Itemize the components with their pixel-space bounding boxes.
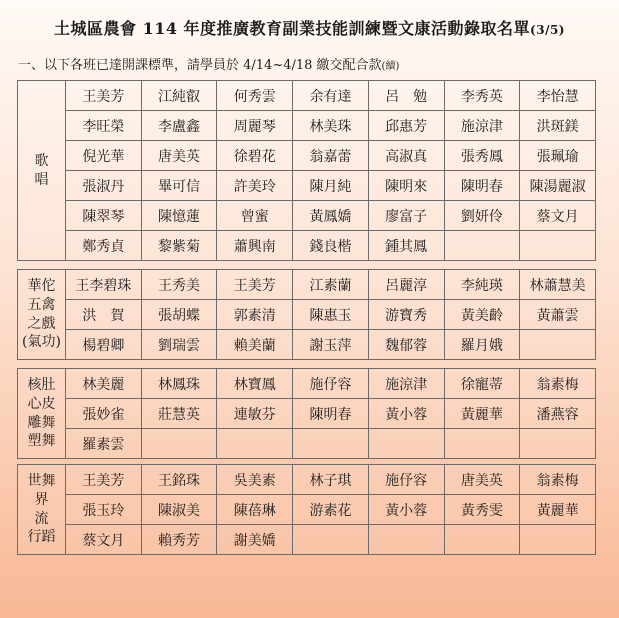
- name-cell: 曾蜜: [217, 201, 293, 231]
- name-cell: 徐寵蒂: [444, 369, 520, 399]
- name-cell: 蔡文月: [66, 525, 142, 555]
- name-cell: 羅月娥: [444, 330, 520, 360]
- name-cell: 劉瑞雲: [141, 330, 217, 360]
- name-cell: 王美芳: [66, 81, 142, 111]
- name-cell: 洪斑鎂: [520, 111, 596, 141]
- name-cell: 劉妍伶: [444, 201, 520, 231]
- name-cell: 徐碧花: [217, 141, 293, 171]
- name-cell: 高淑真: [368, 141, 444, 171]
- name-cell: 黃蕭雲: [520, 300, 596, 330]
- name-cell: 施伃容: [293, 369, 369, 399]
- category-label-line: 界: [34, 491, 49, 508]
- name-cell: 潘燕容: [520, 399, 596, 429]
- name-cell: 林美珠: [293, 111, 369, 141]
- name-cell: 翁素梅: [520, 369, 596, 399]
- name-cell: [444, 429, 520, 459]
- name-cell: 許美玲: [217, 171, 293, 201]
- name-cell: 王銘珠: [141, 465, 217, 495]
- name-cell: 張胡蝶: [141, 300, 217, 330]
- name-cell: 翁嘉蕾: [293, 141, 369, 171]
- name-cell: 翁素梅: [520, 465, 596, 495]
- name-cell: 林寶鳳: [217, 369, 293, 399]
- name-cell: 郭素清: [217, 300, 293, 330]
- name-cell: 李怡慧: [520, 81, 596, 111]
- name-cell: 江純叡: [141, 81, 217, 111]
- name-cell: 黎紫菊: [141, 231, 217, 261]
- name-cell: 陳明春: [293, 399, 369, 429]
- section-singing: [17, 80, 596, 261]
- category-label: [18, 81, 66, 261]
- name-cell: 洪 賀: [66, 300, 142, 330]
- name-cell: [520, 429, 596, 459]
- name-cell: 張玉玲: [66, 495, 142, 525]
- name-cell: 陳蓓琳: [217, 495, 293, 525]
- name-cell: 游素花: [293, 495, 369, 525]
- name-cell: 王美芳: [217, 270, 293, 300]
- section-belly-dance: [17, 368, 596, 459]
- name-cell: 陳明春: [444, 171, 520, 201]
- table-row: [18, 399, 596, 429]
- name-cell: 林子琪: [293, 465, 369, 495]
- name-cell: 陳明來: [368, 171, 444, 201]
- name-cell: 鍾其鳳: [368, 231, 444, 261]
- name-cell: 謝玉萍: [293, 330, 369, 360]
- category-label-line: 唱: [34, 171, 49, 188]
- page-title: [0, 16, 619, 39]
- name-cell: 倪光華: [66, 141, 142, 171]
- name-cell: 江素蘭: [293, 270, 369, 300]
- name-cell: 王秀美: [141, 270, 217, 300]
- category-label: [18, 270, 66, 360]
- table-row: [18, 300, 596, 330]
- category-label-line: 行蹈: [27, 529, 56, 546]
- name-cell: 黃小蓉: [368, 399, 444, 429]
- name-cell: 游寶秀: [368, 300, 444, 330]
- name-cell: 施涼津: [444, 111, 520, 141]
- name-cell: [293, 429, 369, 459]
- name-cell: 廖富子: [368, 201, 444, 231]
- name-cell: 鄭秀貞: [66, 231, 142, 261]
- name-cell: 賴美蘭: [217, 330, 293, 360]
- name-cell: 呂 勉: [368, 81, 444, 111]
- name-cell: 李純瑛: [444, 270, 520, 300]
- table-row: [18, 81, 596, 111]
- name-cell: [368, 525, 444, 555]
- name-cell: 余有達: [293, 81, 369, 111]
- name-cell: [444, 231, 520, 261]
- table-row: [18, 201, 596, 231]
- section-qigong: [17, 269, 596, 360]
- name-cell: 李秀英: [444, 81, 520, 111]
- table-row: [18, 231, 596, 261]
- name-cell: 呂麗淳: [368, 270, 444, 300]
- name-cell: 張秀鳳: [444, 141, 520, 171]
- category-label-line: 雕舞: [27, 414, 56, 431]
- table-row: [18, 141, 596, 171]
- name-cell: 黃麗華: [444, 399, 520, 429]
- table-row: [18, 111, 596, 141]
- table-row: [18, 495, 596, 525]
- table-row: [18, 429, 596, 459]
- category-label-line: 流: [34, 510, 49, 527]
- name-cell: 吳美素: [217, 465, 293, 495]
- title-main: 土城區農會 114 年度推廣教育副業技能訓練暨文康活動錄取名單: [54, 19, 531, 38]
- name-cell: [217, 429, 293, 459]
- category-label-line: 華佗: [27, 277, 56, 294]
- name-cell: [444, 525, 520, 555]
- name-cell: [141, 429, 217, 459]
- name-cell: 唐美英: [141, 141, 217, 171]
- category-label-line: (氣功): [22, 334, 61, 351]
- name-cell: 林鳳珠: [141, 369, 217, 399]
- name-cell: 張妙雀: [66, 399, 142, 429]
- category-label: [18, 369, 66, 459]
- name-cell: [520, 525, 596, 555]
- name-cell: 陳月純: [293, 171, 369, 201]
- name-cell: [520, 330, 596, 360]
- name-cell: [293, 525, 369, 555]
- name-cell: 黃秀雯: [444, 495, 520, 525]
- name-cell: 畢可信: [141, 171, 217, 201]
- category-label-line: 歌: [34, 152, 49, 169]
- name-cell: 魏郁蓉: [368, 330, 444, 360]
- name-cell: 黃美齡: [444, 300, 520, 330]
- name-cell: 王美芳: [66, 465, 142, 495]
- name-cell: 楊碧卿: [66, 330, 142, 360]
- name-cell: 錢良楷: [293, 231, 369, 261]
- name-cell: 陳淑美: [141, 495, 217, 525]
- table-row: [18, 465, 596, 495]
- notice-text: [18, 54, 399, 73]
- name-cell: 莊慧英: [141, 399, 217, 429]
- name-cell: 蔡文月: [520, 201, 596, 231]
- name-cell: 施伃容: [368, 465, 444, 495]
- name-cell: 羅素雲: [66, 429, 142, 459]
- name-cell: 唐美英: [444, 465, 520, 495]
- name-cell: 謝美嬌: [217, 525, 293, 555]
- name-cell: 林美麗: [66, 369, 142, 399]
- name-cell: 黃麗華: [520, 495, 596, 525]
- name-cell: 蕭興南: [217, 231, 293, 261]
- name-cell: 周麗琴: [217, 111, 293, 141]
- name-cell: 陳憶蓮: [141, 201, 217, 231]
- category-label-line: 核肚: [27, 376, 56, 393]
- name-cell: [368, 429, 444, 459]
- table-row: [18, 270, 596, 300]
- table-row: [18, 171, 596, 201]
- category-label-line: 心皮: [27, 395, 56, 412]
- name-cell: 陳湯麗淑: [520, 171, 596, 201]
- category-label-line: 五禽: [27, 296, 56, 313]
- title-sub: (3/5): [530, 23, 565, 37]
- name-cell: 王李碧珠: [66, 270, 142, 300]
- name-cell: 連敏芬: [217, 399, 293, 429]
- name-cell: 陳惠玉: [293, 300, 369, 330]
- name-cell: 黃鳳嬌: [293, 201, 369, 231]
- name-cell: 張淑丹: [66, 171, 142, 201]
- category-label-line: 世舞: [27, 472, 56, 489]
- name-cell: 陳翠琴: [66, 201, 142, 231]
- note-main: 一、以下各班已達開課標準，請學員於 4/14~4/18 繳交配合款: [18, 58, 382, 73]
- name-cell: [520, 231, 596, 261]
- category-label-line: 之戲: [27, 315, 56, 332]
- category-label-line: 塑舞: [27, 433, 56, 450]
- name-cell: 林蕭慧美: [520, 270, 596, 300]
- name-cell: 張珮瑜: [520, 141, 596, 171]
- table-row: [18, 525, 596, 555]
- table-row: [18, 369, 596, 399]
- name-cell: 李盧鑫: [141, 111, 217, 141]
- category-label: [18, 465, 66, 555]
- name-cell: 黃小蓉: [368, 495, 444, 525]
- section-world-dance: [17, 464, 596, 555]
- note-small: (續): [381, 61, 400, 72]
- name-cell: 李旺榮: [66, 111, 142, 141]
- name-cell: 施涼津: [368, 369, 444, 399]
- table-row: [18, 330, 596, 360]
- name-cell: 邱惠芳: [368, 111, 444, 141]
- name-cell: 何秀雲: [217, 81, 293, 111]
- name-cell: 賴秀芳: [141, 525, 217, 555]
